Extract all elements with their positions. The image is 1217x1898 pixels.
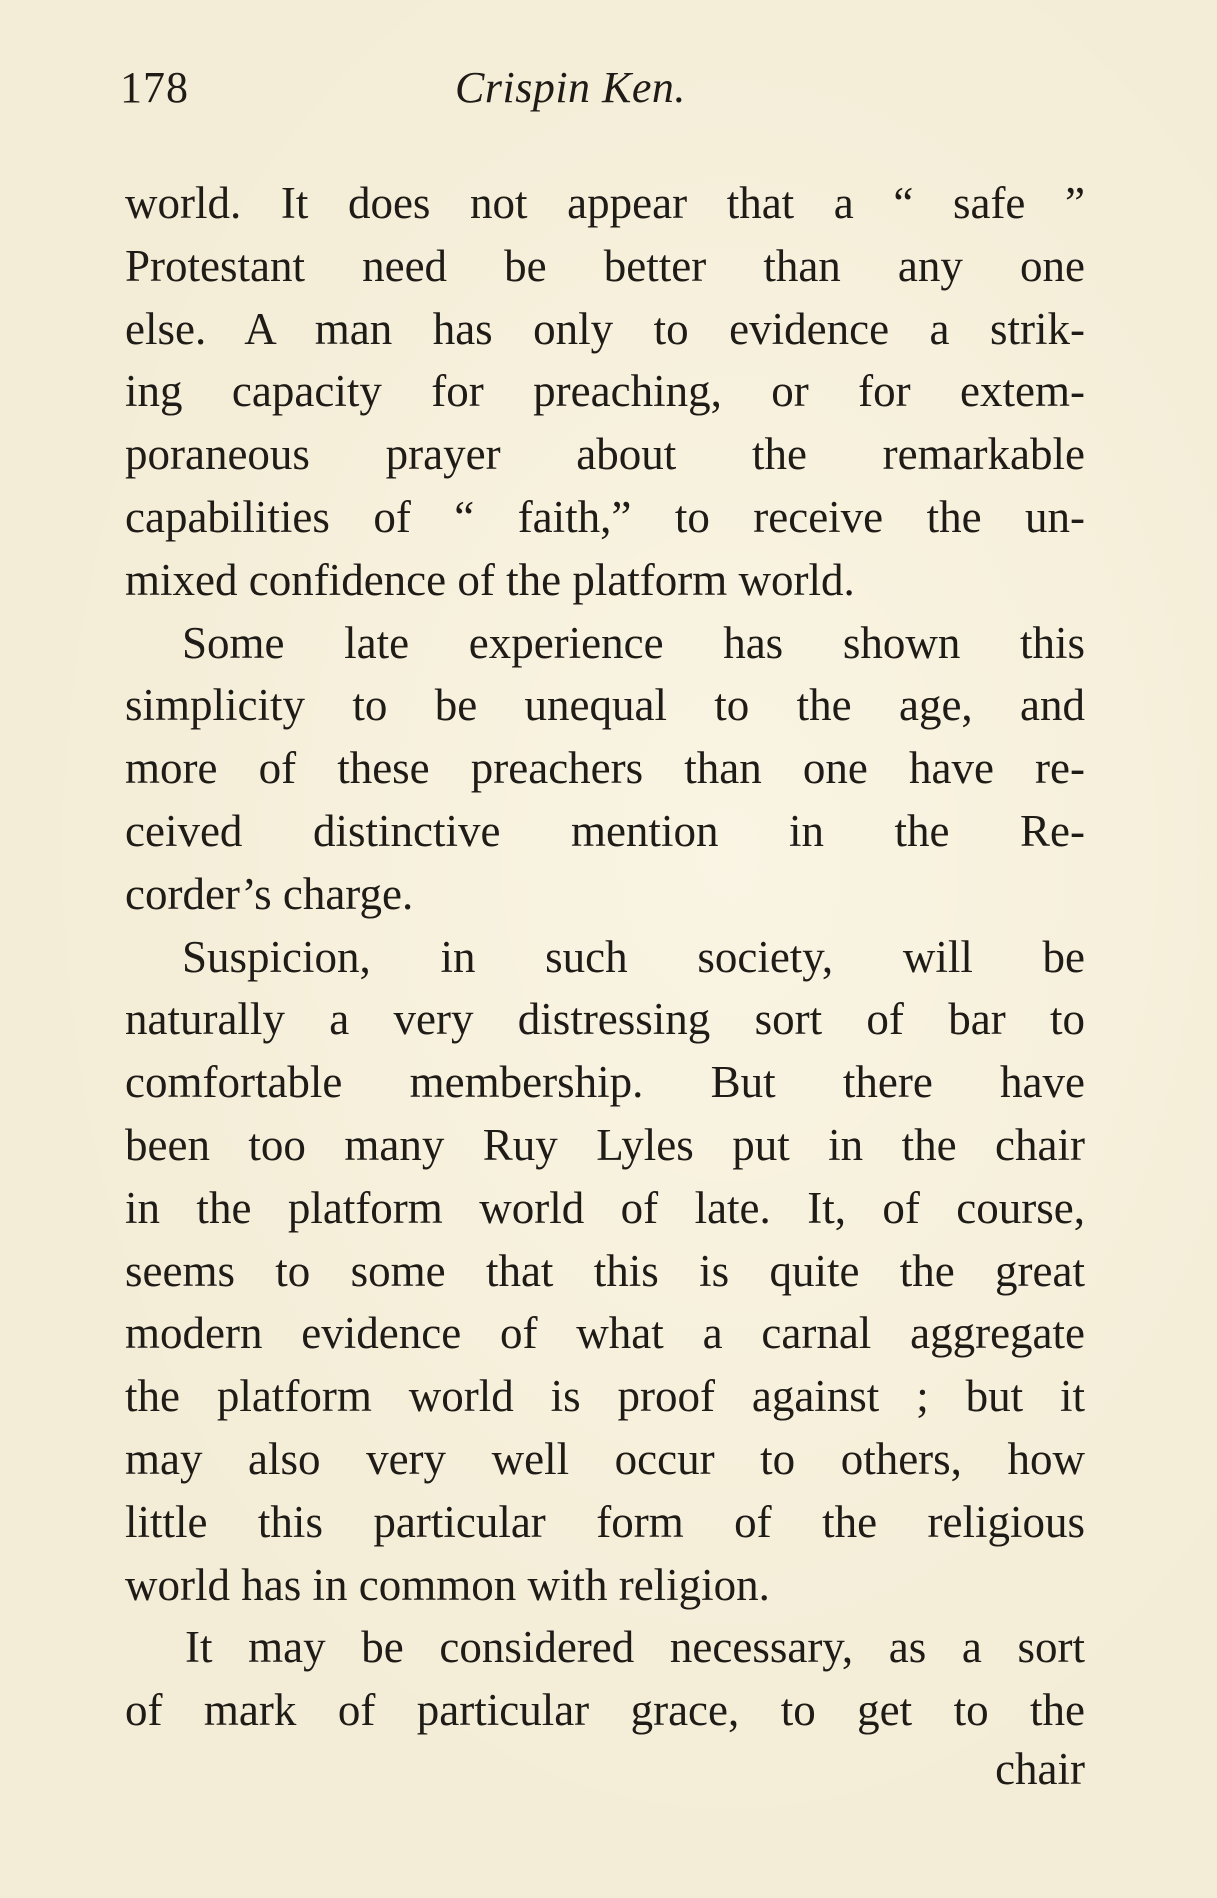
text-line: ceived distinctive mention in the Re-	[125, 805, 1085, 856]
text-line: of mark of particular grace, to get to the	[125, 1685, 1085, 1736]
text-line: poraneous prayer about the remarkable	[125, 429, 1085, 480]
running-title: Crispin Ken.	[455, 63, 686, 112]
text-line: mixed confidence of the platform world.	[125, 554, 855, 605]
text-line: may also very well occur to others, how	[125, 1433, 1085, 1484]
page-header	[120, 62, 1080, 132]
page-number: 178	[120, 63, 189, 112]
text-line: comfortable membership. But there have	[125, 1057, 1085, 1108]
text-line: ing capacity for preaching, or for extem-	[125, 366, 1085, 417]
text-line: capabilities of “ faith,” to receive the un-	[125, 491, 1085, 542]
body-text	[125, 172, 1085, 1742]
text-line: in the platform world of late. It, of course,	[125, 1182, 1085, 1233]
text-line: been too many Ruy Lyles put in the chair	[125, 1119, 1085, 1170]
text-line: seems to some that this is quite the great	[125, 1245, 1085, 1296]
text-line: Protestant need be better than any one	[125, 240, 1085, 291]
text-line: more of these preachers than one have re-	[125, 743, 1085, 794]
text-line: little this particular form of the religious	[125, 1496, 1085, 1547]
paragraph-first-line: It may be considered necessary, as a sort	[185, 1622, 1085, 1673]
text-line: modern evidence of what a carnal aggregate	[125, 1308, 1085, 1359]
text-line: naturally a very distressing sort of bar to	[125, 994, 1085, 1045]
paragraph-first-line: Suspicion, in such society, will be	[182, 931, 1085, 982]
text-line: world. It does not appear that a “ safe ”	[125, 178, 1085, 228]
paragraph-first-line: Some late experience has shown this	[182, 617, 1085, 668]
text-line: world has in common with religion.	[125, 1559, 770, 1610]
text-line: else. A man has only to evidence a strik-	[125, 303, 1085, 354]
text-line: the platform world is proof against ; but it	[125, 1371, 1085, 1422]
catchword: chair	[995, 1744, 1085, 1794]
text-line: simplicity to be unequal to the age, and	[125, 680, 1085, 731]
text-line: corder’s charge.	[125, 868, 414, 919]
